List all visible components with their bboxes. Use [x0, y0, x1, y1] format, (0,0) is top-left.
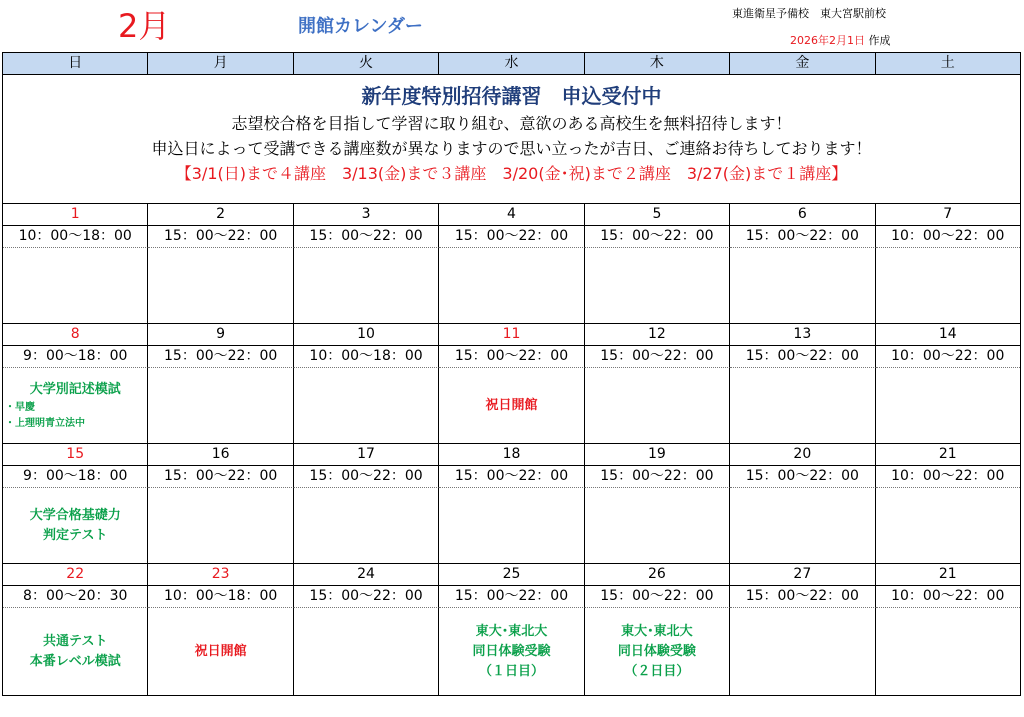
hours-cell: 15：00〜22：00 — [294, 466, 439, 488]
event-cell — [876, 248, 1020, 323]
date-cell: 24 — [294, 564, 439, 586]
event-cell — [585, 248, 730, 323]
date-cell: 3 — [294, 204, 439, 226]
date-cell: 1 — [3, 204, 148, 226]
date-cell: 4 — [439, 204, 584, 226]
week-row — [3, 444, 1020, 564]
hours-cell: 15：00〜22：00 — [439, 586, 584, 608]
event-cell — [3, 488, 148, 563]
event-cell — [148, 248, 293, 323]
event-cell — [585, 608, 730, 695]
event-title-line3: （１日目） — [478, 663, 544, 679]
notice-line-1: 志望校合格を目指して学習に取り組む、意欲のある高校生を無料招待します！ — [231, 114, 792, 133]
event-title-line2: 判定テスト — [42, 527, 108, 543]
date-cell: 16 — [148, 444, 293, 466]
hours-cell: 15：00〜22：00 — [730, 346, 875, 368]
date-cell: 10 — [294, 324, 439, 346]
event-title: 大学合格基礎力 — [29, 507, 121, 523]
event-title: 共通テスト — [42, 633, 108, 649]
date-cell: 11 — [439, 324, 584, 346]
event-cell — [3, 368, 148, 443]
date-cell: 15 — [3, 444, 148, 466]
event-detail: ・上理明青立法中 — [5, 417, 85, 429]
event-cell — [439, 608, 584, 695]
created-date — [790, 34, 891, 48]
event-cell — [439, 248, 584, 323]
dow-mon: 月 — [148, 53, 293, 74]
event-title: 東大･東北大 — [621, 623, 693, 639]
event-cell — [876, 608, 1020, 695]
hours-cell: 15：00〜22：00 — [585, 466, 730, 488]
hours-cell: 15：00〜22：00 — [585, 586, 730, 608]
created-date-value: 2026年2月1日 — [790, 34, 865, 47]
dow-wed: 水 — [439, 53, 584, 74]
day-of-week-header — [3, 53, 1020, 75]
dow-thu: 木 — [585, 53, 730, 74]
event-cell — [876, 368, 1020, 443]
date-cell: 9 — [148, 324, 293, 346]
week-row — [3, 564, 1020, 695]
hours-cell: 15：00〜22：00 — [730, 586, 875, 608]
dow-tue: 火 — [294, 53, 439, 74]
notice-banner — [3, 75, 1020, 204]
hours-cell: 15：00〜22：00 — [439, 346, 584, 368]
event-cell — [730, 488, 875, 563]
date-cell: 17 — [294, 444, 439, 466]
date-cell: 14 — [876, 324, 1020, 346]
date-cell: 13 — [730, 324, 875, 346]
event-cell — [3, 248, 148, 323]
event-cell — [585, 368, 730, 443]
event-cell — [148, 368, 293, 443]
date-cell: 21 — [876, 444, 1020, 466]
event-cell — [730, 608, 875, 695]
event-title: 東大･東北大 — [475, 623, 548, 639]
hours-cell: 15：00〜22：00 — [439, 226, 584, 248]
event-detail: ・早慶 — [5, 401, 35, 413]
hours-cell: 15：00〜22：00 — [585, 226, 730, 248]
event-cell — [3, 608, 148, 695]
notice-headline: 新年度特別招待講習 申込受付中 — [361, 84, 662, 108]
event-cell — [439, 488, 584, 563]
hours-cell: 15：00〜22：00 — [730, 466, 875, 488]
date-cell: 2 — [148, 204, 293, 226]
notice-deadlines: 【3/1(日)まで４講座 3/13(金)まで３講座 3/20(金･祝)まで２講座 3/27(金)まで１講座】 — [175, 164, 848, 183]
hours-cell: 10：00〜18：00 — [148, 586, 293, 608]
hours-cell: 10：00〜18：00 — [3, 226, 148, 248]
school-name: 東進衛星予備校 東大宮駅前校 — [732, 7, 886, 20]
date-cell: 26 — [585, 564, 730, 586]
event-title: 祝日開館 — [485, 397, 538, 413]
hours-cell: 8：00〜20：30 — [3, 586, 148, 608]
event-cell — [294, 248, 439, 323]
hours-cell: 15：00〜22：00 — [294, 586, 439, 608]
date-cell: 18 — [439, 444, 584, 466]
date-cell: 27 — [730, 564, 875, 586]
hours-cell: 15：00〜22：00 — [148, 226, 293, 248]
event-title-line2: 同日体験受験 — [617, 643, 696, 659]
hours-cell: 15：00〜22：00 — [439, 466, 584, 488]
dow-fri: 金 — [730, 53, 875, 74]
hours-cell: 10：00〜22：00 — [876, 586, 1020, 608]
hours-cell: 10：00〜22：00 — [876, 466, 1020, 488]
event-cell — [439, 368, 584, 443]
date-cell: 19 — [585, 444, 730, 466]
date-cell: 20 — [730, 444, 875, 466]
week-row — [3, 204, 1020, 324]
date-cell: 23 — [148, 564, 293, 586]
hours-cell: 9：00〜18：00 — [3, 466, 148, 488]
created-date-suffix: 作成 — [868, 34, 891, 47]
hours-cell: 10：00〜22：00 — [876, 346, 1020, 368]
event-cell — [585, 488, 730, 563]
hours-cell: 15：00〜22：00 — [148, 466, 293, 488]
event-cell — [148, 608, 293, 695]
event-title-line2: 本番レベル模試 — [29, 653, 121, 669]
event-title-line2: 同日体験受験 — [472, 643, 551, 659]
hours-cell: 15：00〜22：00 — [585, 346, 730, 368]
event-title-line3: （２日目） — [624, 663, 690, 679]
date-cell: 6 — [730, 204, 875, 226]
date-cell: 8 — [3, 324, 148, 346]
hours-cell: 15：00〜22：00 — [730, 226, 875, 248]
page-title: 開館カレンダー — [298, 16, 423, 37]
event-cell — [294, 368, 439, 443]
week-row — [3, 324, 1020, 444]
notice-line-2: 申込日によって受講できる講座数が異なりますので思い立ったが吉日、ご連絡お待ちしております！ — [151, 139, 872, 158]
dow-sun: 日 — [3, 53, 148, 74]
event-cell — [294, 488, 439, 563]
event-cell — [294, 608, 439, 695]
event-cell — [148, 488, 293, 563]
hours-cell: 9：00〜18：00 — [3, 346, 148, 368]
month-label: 2月 — [118, 7, 171, 45]
date-cell: 25 — [439, 564, 584, 586]
date-cell: 7 — [876, 204, 1020, 226]
event-cell — [730, 368, 875, 443]
calendar — [2, 52, 1021, 696]
date-cell: 22 — [3, 564, 148, 586]
event-title: 祝日開館 — [194, 643, 247, 659]
date-cell: 12 — [585, 324, 730, 346]
hours-cell: 10：00〜18：00 — [294, 346, 439, 368]
dow-sat: 土 — [940, 55, 955, 71]
date-cell: 21 — [876, 564, 1020, 586]
date-cell: 5 — [585, 204, 730, 226]
event-cell — [876, 488, 1020, 563]
hours-cell: 15：00〜22：00 — [294, 226, 439, 248]
event-title: 大学別記述模試 — [29, 381, 121, 397]
hours-cell: 10：00〜22：00 — [876, 226, 1020, 248]
event-cell — [730, 248, 875, 323]
hours-cell: 15：00〜22：00 — [148, 346, 293, 368]
